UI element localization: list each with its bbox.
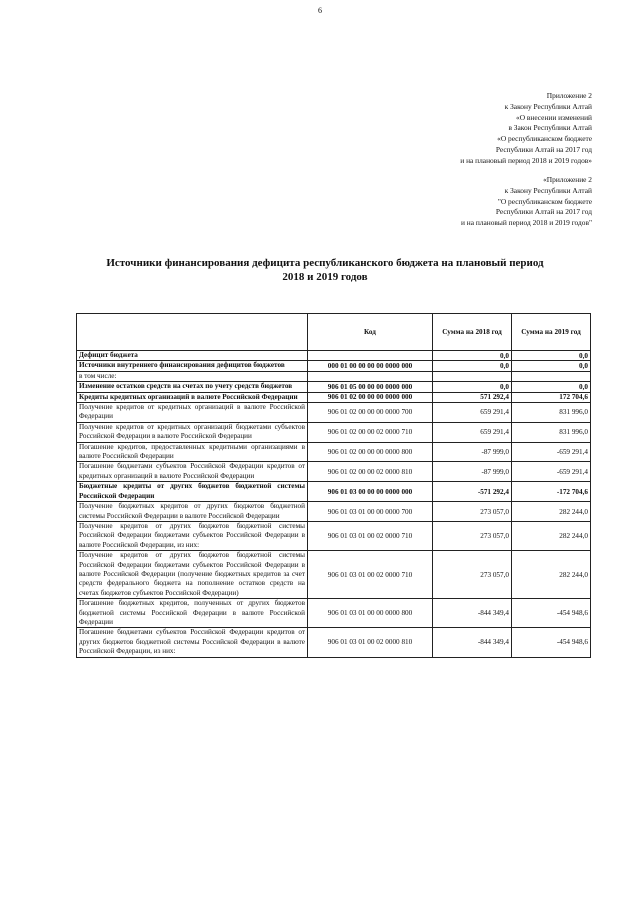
table-row xyxy=(77,422,591,442)
table-row xyxy=(77,361,591,371)
row-sum-2018-cell: -844 349,4 xyxy=(433,599,512,628)
table-row xyxy=(77,551,591,599)
row-name-cell: Бюджетные кредиты от других бюджетов бюджетной системы Российской Федерации xyxy=(77,482,308,502)
appendix-line: Республики Алтай на 2017 год xyxy=(495,144,592,154)
row-sum-2019-cell: 0,0 xyxy=(512,382,591,392)
row-code-cell: 906 01 03 00 00 00 0000 000 xyxy=(308,482,433,502)
row-sum-2018-cell: 659 291,4 xyxy=(433,422,512,442)
row-sum-2019-cell: 0,0 xyxy=(512,351,591,361)
table-row xyxy=(77,599,591,628)
row-name-cell: Погашение кредитов, предоставленных кредитными организациями в валюте Российской Федерации xyxy=(77,442,308,462)
row-name-cell: Дефицит бюджета xyxy=(77,351,308,361)
row-name-cell: Изменение остатков средств на счетах по учету средств бюджетов xyxy=(77,382,308,392)
table-row xyxy=(77,382,591,392)
row-name-cell: Погашение бюджетных кредитов, полученных от других бюджетов бюджетной системы Российской Федерации в валюте Российской Федерации xyxy=(77,599,308,628)
row-sum-2019-cell: 831 996,0 xyxy=(512,403,591,423)
row-sum-2018-cell: -844 349,4 xyxy=(433,628,512,657)
row-sum-2019-cell: 282 244,0 xyxy=(512,551,591,599)
row-sum-2019-cell: -454 948,6 xyxy=(512,628,591,657)
row-sum-2018-cell: 659 291,4 xyxy=(433,403,512,423)
row-code-cell: 906 01 05 00 00 00 0000 000 xyxy=(308,382,433,392)
row-sum-2018-cell: -87 999,0 xyxy=(433,442,512,462)
appendix-line: и на плановый период 2018 и 2019 годов» xyxy=(460,155,592,165)
row-sum-2019-cell: 172 704,6 xyxy=(512,392,591,402)
row-code-cell: 906 01 03 01 00 02 0000 710 xyxy=(308,551,433,599)
appendix-line: Приложение 2 xyxy=(546,91,592,100)
row-sum-2018-cell: 0,0 xyxy=(433,382,512,392)
title-line: Источники финансирования дефицита республиканского бюджета на плановый период xyxy=(106,257,544,269)
financing-sources-table xyxy=(76,313,591,658)
row-sum-2018-cell: 273 057,0 xyxy=(433,551,512,599)
appendix-amendment-header xyxy=(460,91,592,167)
table-row xyxy=(77,521,591,550)
row-sum-2019-cell: 282 244,0 xyxy=(512,502,591,522)
row-sum-2018-cell: 273 057,0 xyxy=(433,502,512,522)
row-code-cell: 906 01 02 00 00 02 0000 810 xyxy=(308,462,433,482)
row-sum-2018-cell: -87 999,0 xyxy=(433,462,512,482)
appendix-line: Республики Алтай на 2017 год xyxy=(495,207,592,217)
row-name-cell: Получение кредитов от кредитных организаций бюджетами субъектов Российской Федерации в валюте Российской Федерации xyxy=(77,422,308,442)
table-row xyxy=(77,371,591,381)
row-code-cell xyxy=(308,371,433,381)
table-row xyxy=(77,502,591,522)
appendix-line: к Закону Республики Алтай xyxy=(504,185,592,195)
row-sum-2018-cell: -571 292,4 xyxy=(433,482,512,502)
table-row xyxy=(77,628,591,657)
row-code-cell: 906 01 03 01 00 02 0000 810 xyxy=(308,628,433,657)
table-row xyxy=(77,442,591,462)
document-title xyxy=(60,256,590,284)
header-name xyxy=(77,314,308,351)
row-sum-2019-cell: -454 948,6 xyxy=(512,599,591,628)
row-name-cell: Получение кредитов от других бюджетов бюджетной системы Российской Федерации бюджетами субъектов Российской Федерации в валюте Российской Федерации (получение бюджетных кредитов за счет средств федерального бюджета на пополнение остатков средств на счетах бюджетов субъектов Российской Федерации) xyxy=(77,551,308,599)
row-code-cell xyxy=(308,351,433,361)
page-number: 6 xyxy=(318,6,322,15)
appendix-line: и на плановый период 2018 и 2019 годов" xyxy=(460,218,592,228)
row-code-cell: 906 01 02 00 00 02 0000 710 xyxy=(308,422,433,442)
table-row xyxy=(77,482,591,502)
row-code-cell: 906 01 03 01 00 00 0000 800 xyxy=(308,599,433,628)
row-name-cell: Получение кредитов от кредитных организаций в валюте Российской Федерации xyxy=(77,403,308,423)
appendix-line: «О республиканском бюджете xyxy=(497,134,592,144)
row-sum-2019-cell: -659 291,4 xyxy=(512,462,591,482)
row-sum-2018-cell: 0,0 xyxy=(433,361,512,371)
row-code-cell: 906 01 02 00 00 00 0000 800 xyxy=(308,442,433,462)
row-sum-2018-cell xyxy=(433,371,512,381)
table-row xyxy=(77,403,591,423)
row-sum-2019-cell: 831 996,0 xyxy=(512,422,591,442)
row-sum-2018-cell: 273 057,0 xyxy=(433,521,512,550)
row-code-cell: 906 01 02 00 00 00 0000 700 xyxy=(308,403,433,423)
table-body xyxy=(77,351,591,658)
row-code-cell: 000 01 00 00 00 00 0000 000 xyxy=(308,361,433,371)
table-row xyxy=(77,351,591,361)
table-row xyxy=(77,462,591,482)
row-sum-2019-cell: 282 244,0 xyxy=(512,521,591,550)
appendix-line: «Приложение 2 xyxy=(543,175,592,184)
header-sum-2019: Сумма на 2019 год xyxy=(512,314,591,351)
row-code-cell: 906 01 03 01 00 00 0000 700 xyxy=(308,502,433,522)
appendix-original-header xyxy=(461,175,592,229)
table-row xyxy=(77,392,591,402)
table-header-row xyxy=(77,314,591,351)
appendix-line: «О внесении изменений xyxy=(516,112,592,122)
row-sum-2019-cell: -659 291,4 xyxy=(512,442,591,462)
row-sum-2019-cell: 0,0 xyxy=(512,361,591,371)
title-line: 2018 и 2019 годов xyxy=(282,271,368,283)
row-name-cell: в том числе: xyxy=(77,371,308,381)
row-sum-2018-cell: 0,0 xyxy=(433,351,512,361)
row-name-cell: Погашение бюджетами субъектов Российской Федерации кредитов от других бюджетов бюджетной системы Российской Федерации в валюте Российской Федерации, из них: xyxy=(77,628,308,657)
row-name-cell: Погашение бюджетами субъектов Российской Федерации кредитов от кредитных организаций в валюте Российской Федерации xyxy=(77,462,308,482)
row-code-cell: 906 01 02 00 00 00 0000 000 xyxy=(308,392,433,402)
row-name-cell: Получение бюджетных кредитов от других бюджетов бюджетной системы Российской Федерации в валюте Российской Федерации xyxy=(77,502,308,522)
row-name-cell: Источники внутреннего финансирования дефицитов бюджетов xyxy=(77,361,308,371)
row-sum-2018-cell: 571 292,4 xyxy=(433,392,512,402)
appendix-line: в Закон Республики Алтай xyxy=(508,123,592,133)
header-sum-2018: Сумма на 2018 год xyxy=(433,314,512,351)
header-code: Код xyxy=(308,314,433,351)
appendix-line: к Закону Республики Алтай xyxy=(504,101,592,111)
row-name-cell: Кредиты кредитных организаций в валюте Российской Федерации xyxy=(77,392,308,402)
row-code-cell: 906 01 03 01 00 02 0000 710 xyxy=(308,521,433,550)
row-sum-2019-cell: -172 704,6 xyxy=(512,482,591,502)
appendix-line: "О республиканском бюджете xyxy=(497,196,592,206)
row-name-cell: Получение кредитов от других бюджетов бюджетной системы Российской Федерации бюджетами субъектов Российской Федерации в валюте Российской Федерации, из них: xyxy=(77,521,308,550)
row-sum-2019-cell xyxy=(512,371,591,381)
